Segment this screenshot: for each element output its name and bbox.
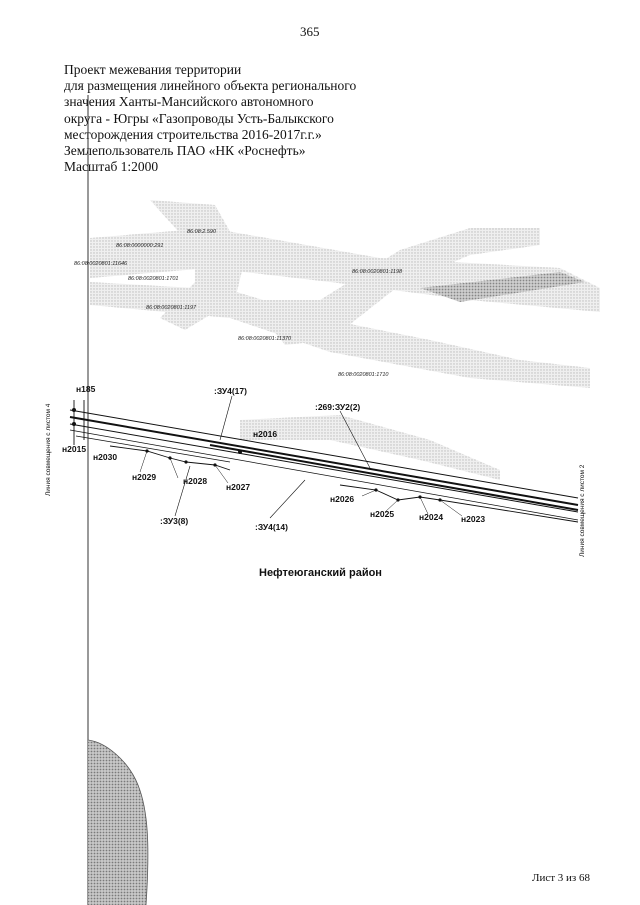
scale-label: Масштаб 1:2000 — [64, 159, 159, 175]
point-label: н2024 — [419, 512, 444, 522]
point-label: н2025 — [370, 509, 395, 519]
cadastral-label: 86:08:0020801:1710 — [338, 372, 389, 378]
point-marker — [438, 498, 441, 501]
parcel-label: :269:ЗУ2(2) — [315, 402, 361, 412]
parcel-label: :ЗУ3(8) — [160, 516, 189, 526]
parcel-label: :ЗУ4(14) — [255, 522, 288, 532]
leader-line — [440, 500, 462, 516]
cadastral-label: 86:08:0020801:1197 — [146, 305, 197, 311]
existing-parcels — [90, 200, 600, 480]
cadastral-label: 86:08:0020801:1198 — [352, 269, 403, 275]
parcel-area — [240, 415, 500, 480]
point-marker — [145, 449, 148, 452]
leader-line — [175, 466, 190, 516]
leader-line — [270, 480, 305, 518]
parcel-label: :ЗУ4(17) — [214, 386, 247, 396]
point-marker — [72, 408, 76, 412]
point-label: н2015 — [62, 444, 87, 454]
page-number: 365 — [300, 24, 320, 39]
point-label: н2030 — [93, 452, 118, 462]
leader-line — [362, 490, 376, 496]
pipeline-corridor — [70, 396, 578, 522]
cadastral-label: 86:08:0020801:1701 — [128, 276, 179, 282]
title-line: Землепользователь ПАО «НК «Роснефть» — [64, 143, 306, 159]
point-marker — [238, 450, 242, 454]
title-line: значения Ханты-Мансийского автономного — [64, 94, 314, 110]
point-marker — [168, 456, 171, 459]
corridor-line — [210, 445, 578, 510]
point-marker — [418, 495, 421, 498]
point-marker — [213, 463, 216, 466]
leader-line — [220, 396, 232, 440]
cadastral-label: 86:08:0000000:291 — [116, 243, 164, 249]
point-marker — [184, 460, 187, 463]
leader-line — [140, 451, 147, 472]
sheet-link-left: Линия совмещения с листом 4 — [45, 403, 52, 496]
leader-line — [215, 465, 228, 483]
title-line: Проект межевания территории — [64, 62, 242, 77]
cadastral-label: 86:08:0020801:11370 — [238, 336, 292, 342]
point-marker — [72, 422, 76, 426]
title-line: месторождения строительства 2016-2017г.г.» — [64, 126, 322, 142]
point-label: н2026 — [330, 494, 355, 504]
point-marker — [374, 488, 377, 491]
title-line: для размещения линейного объекта регионального — [64, 78, 357, 94]
point-marker — [396, 498, 399, 501]
leader-line — [170, 458, 178, 478]
point-label: н2028 — [183, 476, 208, 486]
point-label: н2023 — [461, 514, 486, 524]
sheet-footer: Лист 3 из 68 — [532, 872, 591, 884]
title-line: округа - Югры «Газопроводы Усть-Балыкского — [64, 110, 334, 126]
region-name: Нефтеюганский район — [259, 567, 382, 579]
sheet-link-right: Линия совмещения с листом 2 — [579, 464, 586, 557]
point-label: н2027 — [226, 482, 251, 492]
cadastral-label: 86:08:2.590 — [187, 229, 217, 235]
forest-area — [88, 740, 148, 905]
point-label: н2016 — [253, 429, 278, 439]
cadastral-label: 86:08:0020801:11646 — [74, 261, 128, 267]
point-label: н2029 — [132, 472, 157, 482]
point-label: н185 — [76, 384, 96, 394]
